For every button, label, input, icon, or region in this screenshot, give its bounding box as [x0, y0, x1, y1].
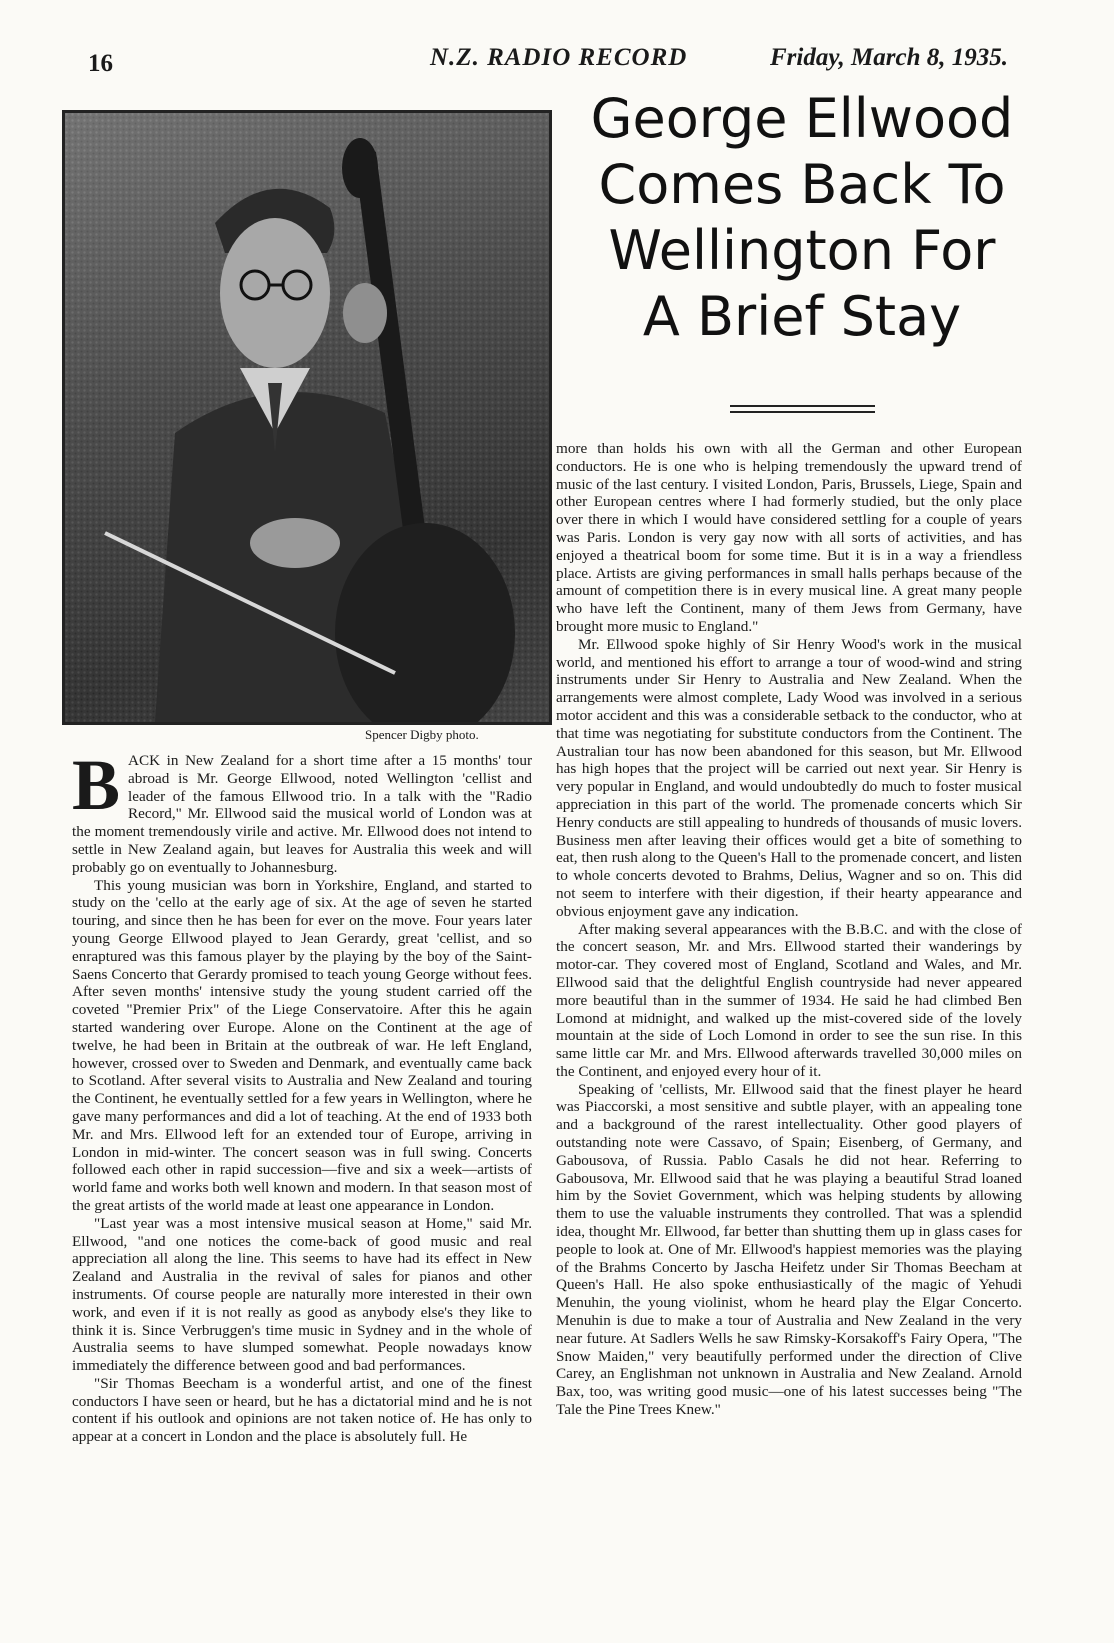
article-paragraph: more than holds his own with all the German and other European conductors. He is one who is helping tremendously the upward trend of music of the last century. I visited London, Paris, Brussels, Liege, Spain and other European centres where I had formerly studied, but the only place over there in which I would have considered settling for a couple of years was Paris. London is very gay now with all sorts of activities, and has enjoyed a theatrical boom for some time. But it is in a way a friendless place. Artists are giving performances in small halls perhaps because of the amount of competition there is in every musical line. A great many people who have left the Continent, many of them Jews from Germany, have brought more music to England."	[556, 440, 1022, 635]
headline-line-2: Comes Back To	[598, 153, 1006, 216]
article-paragraph: BACK in New Zealand for a short time after a 15 months' tour abroad is Mr. George Ellwood, noted Wellington 'cellist and leader of the famous Ellwood trio. In a talk with the "Radio Record," Mr. Ellwood said the musical world of London was at the moment tremendously virile and active. Mr. Ellwood does not intend to settle in New Zealand again, but leaves for Australia this week and will probably go on eventually to Johannesburg.	[72, 745, 532, 876]
article-column-left	[72, 745, 532, 1446]
article-headline	[562, 86, 1042, 350]
cellist-illustration	[65, 113, 549, 722]
article-paragraph: Mr. Ellwood spoke highly of Sir Henry Wood's work in the musical world, and mentioned his effort to arrange a tour of wood-wind and string instruments under Sir Henry to Australia and New Zealand. When the arrangements were almost complete, Lady Wood was involved in a serious motor accident and this was a considerable setback to the conductor, who at that time was negotiating for substitute conductors from the Continent. The Australian tour has now been abandoned for this season, but Mr. Ellwood has high hopes that the project will be carried out next year. Sir Henry is very popular in England, and would undoubtedly do much to foster musical appreciation in this part of the world. The promenade concerts which Sir Henry conducts are still appealing to hundreds of thousands of music lovers. Business men after leaving their offices would get a bite of something to eat, then rush along to the Queen's Hall to the promenade concert, and listen to whole concerts devoted to Brahms, Delius, Wagner and so on. This did not seem to interfere with their digestion, if their hearty appearance and obvious enjoyment gave any indication.	[556, 635, 1022, 920]
article-paragraph: "Last year was a most intensive musical season at Home," said Mr. Ellwood, "and one notices the come-back of good music and real appreciation all along the line. This seems to have had its effect in New Zealand and Australia in the revival of sales for pianos and other instruments. Of course people are naturally more interested in their own work, and even if it is not really as good as anybody else's they like to think it is. Since Verbruggen's time music in Sydney and in the whole of Australia seems to have slumped somewhat. People nowadays know immediately the difference between good and bad performances.	[72, 1214, 532, 1375]
headline-rule-top	[730, 405, 875, 407]
publication-title: N.Z. RADIO RECORD	[430, 44, 688, 71]
headline-rule-bottom	[730, 411, 875, 413]
article-paragraph: Speaking of 'cellists, Mr. Ellwood said that the finest player he heard was Piaccorski, a most sensitive and subtle player, with an appealing tone and a background of the rarest intellectuality. Other good players of outstanding note were Cassavo, of Spain; Eisenberg, of Germany, and Gabousova, of Russia. Pablo Casals he did not hear. Referring to Gabousova, Mr. Ellwood said that he was playing a beautiful Strad loaned him by the Soviet Government, which was helping students by allowing them to use the valuable instruments they controlled. That was a splendid idea, thought Mr. Ellwood, far better than shutting them up in glass cases for people to look at. One of Mr. Ellwood's happiest memories was the playing of the Brahms Concerto by Jascha Heifetz under Sir Thomas Beecham at Queen's Hall. He also spoke enthusiastically of the magic of Yehudi Menuhin, the young violinist, whom he heard play the Elgar Concerto. Menuhin is due to make a tour of Australia and New Zealand in the very near future. At Sadlers Wells he saw Rimsky-Korsakoff's Fairy Opera, "The Snow Maiden," very beautifully performed under the direction of Clive Carey, an Englishman not unknown in Australia and New Zealand. Arnold Bax, too, was writing good music—one of his latest successes being "The Tale the Pine Trees Knew."	[556, 1080, 1022, 1419]
portrait-photo	[62, 110, 552, 725]
headline-line-1: George Ellwood	[590, 87, 1014, 150]
headline-line-3: Wellington For	[608, 219, 996, 282]
drop-cap: B	[72, 745, 121, 825]
article-column-right	[556, 440, 1022, 1419]
headline-line-4: A Brief Stay	[642, 285, 962, 348]
article-paragraph: "Sir Thomas Beecham is a wonderful artist, and one of the finest conductors I have seen or heard, but he has a dictatorial mind and he is not content if his outlook and opinions are not taken notice of. He has only to appear at a concert in London and the place is absolutely full. He	[72, 1374, 532, 1446]
issue-date: Friday, March 8, 1935.	[770, 44, 1008, 71]
photo-credit: Spencer Digby photo.	[365, 727, 479, 742]
article-paragraph: This young musician was born in Yorkshire, England, and started to study on the 'cello at the early age of six. At the age of seven he started touring, and since then he has been for ever on the move. Four years later young George Ellwood played to Jean Gerardy, great 'cellist, and so enraptured was this famous player by the playing by the boy of the Saint-Saens Concerto that Gerardy promised to teach young George without fees. After seven months' intensive study the young student carried off the coveted "Premier Prix" of the Liege Conservatoire. After this he again started wandering over Europe. Alone on the Continent at the age of twelve, he had been in Britain at the outbreak of war. He left England, however, crossed over to Sweden and Denmark, and eventually came back to Scotland. After several visits to Australia and New Zealand and touring the Continent, he eventually settled for a few years in Wellington, where he gave many performances and did a lot of teaching. At the end of 1933 both Mr. and Mrs. Ellwood left for an extended tour of Europe, arriving in London in mid-winter. The concert season was in full swing. Concerts followed each other in rapid succession—five and six a week—artists of world fame and works both well known and modern. In that season most of the great artists of the world made at least one appearance in London.	[72, 876, 532, 1214]
page-header	[0, 0, 1114, 80]
page-number: 16	[88, 50, 113, 77]
article-paragraph: After making several appearances with the B.B.C. and with the close of the concert season, Mr. and Mrs. Ellwood started their wanderings by motor-car. They covered most of England, Scotland and Wales, and Mr. Ellwood said that the delightful English countryside had never appeared more beautiful than in the summer of 1934. He said he had climbed Ben Lomond at midnight, and walked up the mist-covered side of the lovely mountain at the side of Loch Lomond in order to see the sun rise. In this same little car Mr. and Mrs. Ellwood afterwards travelled 30,000 miles on the Continent, and enjoyed every hour of it.	[556, 920, 1022, 1080]
